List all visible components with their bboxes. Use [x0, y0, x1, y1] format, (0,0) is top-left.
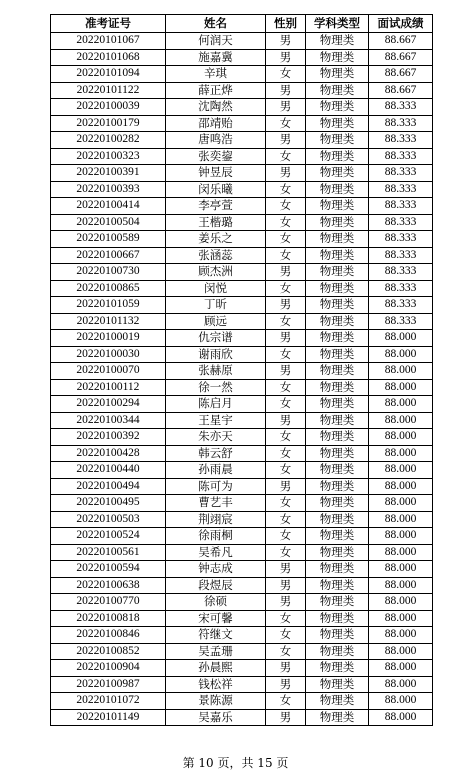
subject-type-cell: 物理类: [306, 594, 369, 611]
gender-cell: 男: [266, 577, 306, 594]
table-row: [51, 148, 433, 165]
gender-cell: 女: [266, 214, 306, 231]
subject-type-cell: 物理类: [306, 66, 369, 83]
table-row: [51, 478, 433, 495]
subject-type-cell: 物理类: [306, 346, 369, 363]
name-cell: 曹艺丰: [166, 495, 266, 512]
score-cell: 88.000: [369, 478, 433, 495]
subject-type-cell: 物理类: [306, 396, 369, 413]
score-cell: 88.667: [369, 82, 433, 99]
score-cell: 88.333: [369, 198, 433, 215]
subject-type-cell: 物理类: [306, 280, 369, 297]
name-cell: 吴孟珊: [166, 643, 266, 660]
exam-id-cell: 20220101149: [51, 709, 166, 726]
exam-id-cell: 20220100865: [51, 280, 166, 297]
header-exam-id: 准考证号: [51, 15, 166, 33]
exam-id-cell: 20220100414: [51, 198, 166, 215]
name-cell: 徐雨桐: [166, 528, 266, 545]
subject-type-cell: 物理类: [306, 610, 369, 627]
subject-type-cell: 物理类: [306, 82, 369, 99]
subject-type-cell: 物理类: [306, 528, 369, 545]
gender-cell: 女: [266, 181, 306, 198]
exam-id-cell: 20220100179: [51, 115, 166, 132]
subject-type-cell: 物理类: [306, 462, 369, 479]
subject-type-cell: 物理类: [306, 478, 369, 495]
gender-cell: 女: [266, 115, 306, 132]
name-cell: 陈启月: [166, 396, 266, 413]
score-cell: 88.000: [369, 709, 433, 726]
name-cell: 朱亦天: [166, 429, 266, 446]
name-cell: 徐硕: [166, 594, 266, 611]
subject-type-cell: 物理类: [306, 511, 369, 528]
gender-cell: 女: [266, 429, 306, 446]
score-cell: 88.333: [369, 264, 433, 281]
name-cell: 景陈源: [166, 693, 266, 710]
exam-id-cell: 20220101122: [51, 82, 166, 99]
table-row: [51, 99, 433, 116]
table-row: [51, 33, 433, 50]
subject-type-cell: 物理类: [306, 676, 369, 693]
name-cell: 薛正烨: [166, 82, 266, 99]
table-row: [51, 313, 433, 330]
subject-type-cell: 物理类: [306, 297, 369, 314]
table-row: [51, 643, 433, 660]
name-cell: 王楷璐: [166, 214, 266, 231]
score-cell: 88.333: [369, 148, 433, 165]
gender-cell: 男: [266, 82, 306, 99]
name-cell: 谢雨欣: [166, 346, 266, 363]
exam-id-cell: 20220100589: [51, 231, 166, 248]
gender-cell: 男: [266, 165, 306, 182]
score-cell: 88.333: [369, 247, 433, 264]
table-row: [51, 594, 433, 611]
table-row: [51, 214, 433, 231]
score-cell: 88.333: [369, 181, 433, 198]
gender-cell: 女: [266, 346, 306, 363]
gender-cell: 男: [266, 330, 306, 347]
score-cell: 88.333: [369, 165, 433, 182]
score-table-container: [50, 14, 433, 726]
name-cell: 孙雨晨: [166, 462, 266, 479]
score-cell: 88.000: [369, 693, 433, 710]
table-row: [51, 660, 433, 677]
score-cell: 88.000: [369, 660, 433, 677]
exam-id-cell: 20220100039: [51, 99, 166, 116]
table-row: [51, 396, 433, 413]
subject-type-cell: 物理类: [306, 544, 369, 561]
name-cell: 符继文: [166, 627, 266, 644]
exam-id-cell: 20220100524: [51, 528, 166, 545]
gender-cell: 女: [266, 627, 306, 644]
exam-id-cell: 20220100282: [51, 132, 166, 149]
score-cell: 88.000: [369, 594, 433, 611]
name-cell: 李亭萱: [166, 198, 266, 215]
table-row: [51, 297, 433, 314]
score-cell: 88.000: [369, 528, 433, 545]
score-cell: 88.333: [369, 231, 433, 248]
subject-type-cell: 物理类: [306, 132, 369, 149]
table-row: [51, 577, 433, 594]
exam-id-cell: 20220100770: [51, 594, 166, 611]
table-row: [51, 528, 433, 545]
table-row: [51, 280, 433, 297]
score-cell: 88.333: [369, 313, 433, 330]
table-row: [51, 115, 433, 132]
exam-id-cell: 20220100594: [51, 561, 166, 578]
score-cell: 88.333: [369, 132, 433, 149]
exam-id-cell: 20220100428: [51, 445, 166, 462]
table-row: [51, 676, 433, 693]
exam-id-cell: 20220100030: [51, 346, 166, 363]
exam-id-cell: 20220100846: [51, 627, 166, 644]
subject-type-cell: 物理类: [306, 429, 369, 446]
exam-id-cell: 20220100112: [51, 379, 166, 396]
name-cell: 张涵蕊: [166, 247, 266, 264]
table-row: [51, 330, 433, 347]
table-row: [51, 181, 433, 198]
gender-cell: 男: [266, 478, 306, 495]
table-row: [51, 429, 433, 446]
page-footer: 第 10 页，共 15 页: [182, 756, 289, 770]
subject-type-cell: 物理类: [306, 693, 369, 710]
score-cell: 88.000: [369, 577, 433, 594]
subject-type-cell: 物理类: [306, 231, 369, 248]
gender-cell: 男: [266, 709, 306, 726]
score-cell: 88.333: [369, 280, 433, 297]
score-cell: 88.667: [369, 49, 433, 66]
gender-cell: 男: [266, 264, 306, 281]
gender-cell: 女: [266, 445, 306, 462]
subject-type-cell: 物理类: [306, 33, 369, 50]
exam-id-cell: 20220101072: [51, 693, 166, 710]
table-row: [51, 264, 433, 281]
subject-type-cell: 物理类: [306, 709, 369, 726]
table-row: [51, 412, 433, 429]
exam-id-cell: 20220100561: [51, 544, 166, 561]
score-cell: 88.000: [369, 346, 433, 363]
subject-type-cell: 物理类: [306, 181, 369, 198]
name-cell: 吴希凡: [166, 544, 266, 561]
gender-cell: 女: [266, 396, 306, 413]
name-cell: 唐鸣浩: [166, 132, 266, 149]
score-cell: 88.333: [369, 297, 433, 314]
table-row: [51, 462, 433, 479]
gender-cell: 女: [266, 643, 306, 660]
header-subject-type: 学科类型: [306, 15, 369, 33]
exam-id-cell: 20220101067: [51, 33, 166, 50]
exam-id-cell: 20220100638: [51, 577, 166, 594]
name-cell: 姜乐之: [166, 231, 266, 248]
name-cell: 韩云舒: [166, 445, 266, 462]
exam-id-cell: 20220100019: [51, 330, 166, 347]
table-row: [51, 693, 433, 710]
subject-type-cell: 物理类: [306, 330, 369, 347]
gender-cell: 女: [266, 544, 306, 561]
exam-id-cell: 20220101094: [51, 66, 166, 83]
subject-type-cell: 物理类: [306, 495, 369, 512]
table-body: [51, 33, 433, 726]
score-cell: 88.000: [369, 363, 433, 380]
table-row: [51, 627, 433, 644]
exam-id-cell: 20220100730: [51, 264, 166, 281]
gender-cell: 女: [266, 231, 306, 248]
table-row: [51, 495, 433, 512]
table-row: [51, 49, 433, 66]
table-row: [51, 247, 433, 264]
table-row: [51, 544, 433, 561]
table-row: [51, 561, 433, 578]
name-cell: 辛琪: [166, 66, 266, 83]
table-row: [51, 379, 433, 396]
exam-id-cell: 20220100440: [51, 462, 166, 479]
subject-type-cell: 物理类: [306, 412, 369, 429]
score-cell: 88.667: [369, 33, 433, 50]
score-cell: 88.000: [369, 511, 433, 528]
exam-id-cell: 20220100504: [51, 214, 166, 231]
exam-id-cell: 20220100344: [51, 412, 166, 429]
name-cell: 沈陶然: [166, 99, 266, 116]
exam-id-cell: 20220101068: [51, 49, 166, 66]
score-cell: 88.000: [369, 643, 433, 660]
name-cell: 闵乐曦: [166, 181, 266, 198]
name-cell: 丁昕: [166, 297, 266, 314]
table-row: [51, 66, 433, 83]
subject-type-cell: 物理类: [306, 363, 369, 380]
exam-id-cell: 20220100323: [51, 148, 166, 165]
subject-type-cell: 物理类: [306, 313, 369, 330]
header-name: 姓名: [166, 15, 266, 33]
gender-cell: 女: [266, 528, 306, 545]
subject-type-cell: 物理类: [306, 577, 369, 594]
name-cell: 闵悦: [166, 280, 266, 297]
gender-cell: 女: [266, 66, 306, 83]
name-cell: 钱松祥: [166, 676, 266, 693]
score-cell: 88.000: [369, 462, 433, 479]
score-cell: 88.000: [369, 412, 433, 429]
exam-id-cell: 20220101132: [51, 313, 166, 330]
name-cell: 荆翊宸: [166, 511, 266, 528]
subject-type-cell: 物理类: [306, 247, 369, 264]
exam-id-cell: 20220100391: [51, 165, 166, 182]
score-cell: 88.333: [369, 115, 433, 132]
name-cell: 顾杰洲: [166, 264, 266, 281]
subject-type-cell: 物理类: [306, 561, 369, 578]
exam-id-cell: 20220100667: [51, 247, 166, 264]
gender-cell: 男: [266, 132, 306, 149]
table-row: [51, 165, 433, 182]
gender-cell: 女: [266, 280, 306, 297]
score-cell: 88.000: [369, 544, 433, 561]
gender-cell: 男: [266, 99, 306, 116]
score-table: [50, 14, 433, 726]
table-row: [51, 610, 433, 627]
subject-type-cell: 物理类: [306, 49, 369, 66]
exam-id-cell: 20220100852: [51, 643, 166, 660]
score-cell: 88.333: [369, 99, 433, 116]
score-cell: 88.000: [369, 561, 433, 578]
table-row: [51, 363, 433, 380]
exam-id-cell: 20220100503: [51, 511, 166, 528]
name-cell: 钟志成: [166, 561, 266, 578]
header-row: [51, 15, 433, 33]
score-cell: 88.333: [369, 214, 433, 231]
subject-type-cell: 物理类: [306, 627, 369, 644]
subject-type-cell: 物理类: [306, 445, 369, 462]
gender-cell: 男: [266, 561, 306, 578]
exam-id-cell: 20220100393: [51, 181, 166, 198]
header-interview-score: 面试成绩: [369, 15, 433, 33]
gender-cell: 男: [266, 363, 306, 380]
score-cell: 88.000: [369, 627, 433, 644]
score-cell: 88.000: [369, 396, 433, 413]
score-cell: 88.667: [369, 66, 433, 83]
exam-id-cell: 20220100392: [51, 429, 166, 446]
exam-id-cell: 20220100495: [51, 495, 166, 512]
gender-cell: 女: [266, 313, 306, 330]
score-cell: 88.000: [369, 379, 433, 396]
name-cell: 徐一然: [166, 379, 266, 396]
name-cell: 邵靖贻: [166, 115, 266, 132]
name-cell: 王星宇: [166, 412, 266, 429]
subject-type-cell: 物理类: [306, 379, 369, 396]
gender-cell: 女: [266, 495, 306, 512]
gender-cell: 女: [266, 693, 306, 710]
exam-id-cell: 20220100904: [51, 660, 166, 677]
subject-type-cell: 物理类: [306, 264, 369, 281]
table-row: [51, 198, 433, 215]
gender-cell: 男: [266, 676, 306, 693]
gender-cell: 男: [266, 412, 306, 429]
table-row: [51, 231, 433, 248]
gender-cell: 女: [266, 610, 306, 627]
exam-id-cell: 20220100494: [51, 478, 166, 495]
gender-cell: 女: [266, 198, 306, 215]
score-cell: 88.000: [369, 676, 433, 693]
gender-cell: 男: [266, 49, 306, 66]
name-cell: 吴嘉乐: [166, 709, 266, 726]
name-cell: 孙晨熙: [166, 660, 266, 677]
exam-id-cell: 20220100818: [51, 610, 166, 627]
name-cell: 顾远: [166, 313, 266, 330]
subject-type-cell: 物理类: [306, 148, 369, 165]
name-cell: 张奕鋆: [166, 148, 266, 165]
table-row: [51, 511, 433, 528]
exam-id-cell: 20220100294: [51, 396, 166, 413]
gender-cell: 女: [266, 511, 306, 528]
name-cell: 钟昱辰: [166, 165, 266, 182]
gender-cell: 女: [266, 379, 306, 396]
score-cell: 88.000: [369, 330, 433, 347]
name-cell: 陈可为: [166, 478, 266, 495]
gender-cell: 男: [266, 33, 306, 50]
score-cell: 88.000: [369, 429, 433, 446]
score-cell: 88.000: [369, 495, 433, 512]
exam-id-cell: 20220100070: [51, 363, 166, 380]
exam-id-cell: 20220100987: [51, 676, 166, 693]
subject-type-cell: 物理类: [306, 115, 369, 132]
name-cell: 张赫原: [166, 363, 266, 380]
table-row: [51, 82, 433, 99]
gender-cell: 女: [266, 462, 306, 479]
gender-cell: 男: [266, 594, 306, 611]
subject-type-cell: 物理类: [306, 643, 369, 660]
name-cell: 何润天: [166, 33, 266, 50]
table-header: [51, 15, 433, 33]
name-cell: 宋可馨: [166, 610, 266, 627]
name-cell: 施嘉冀: [166, 49, 266, 66]
gender-cell: 女: [266, 247, 306, 264]
subject-type-cell: 物理类: [306, 165, 369, 182]
score-cell: 88.000: [369, 445, 433, 462]
table-row: [51, 445, 433, 462]
subject-type-cell: 物理类: [306, 660, 369, 677]
name-cell: 段煜辰: [166, 577, 266, 594]
header-gender: 性别: [266, 15, 306, 33]
subject-type-cell: 物理类: [306, 198, 369, 215]
name-cell: 仇宗谱: [166, 330, 266, 347]
exam-id-cell: 20220101059: [51, 297, 166, 314]
table-row: [51, 132, 433, 149]
gender-cell: 女: [266, 148, 306, 165]
table-row: [51, 346, 433, 363]
table-row: [51, 709, 433, 726]
gender-cell: 男: [266, 297, 306, 314]
subject-type-cell: 物理类: [306, 99, 369, 116]
subject-type-cell: 物理类: [306, 214, 369, 231]
gender-cell: 男: [266, 660, 306, 677]
score-cell: 88.000: [369, 610, 433, 627]
